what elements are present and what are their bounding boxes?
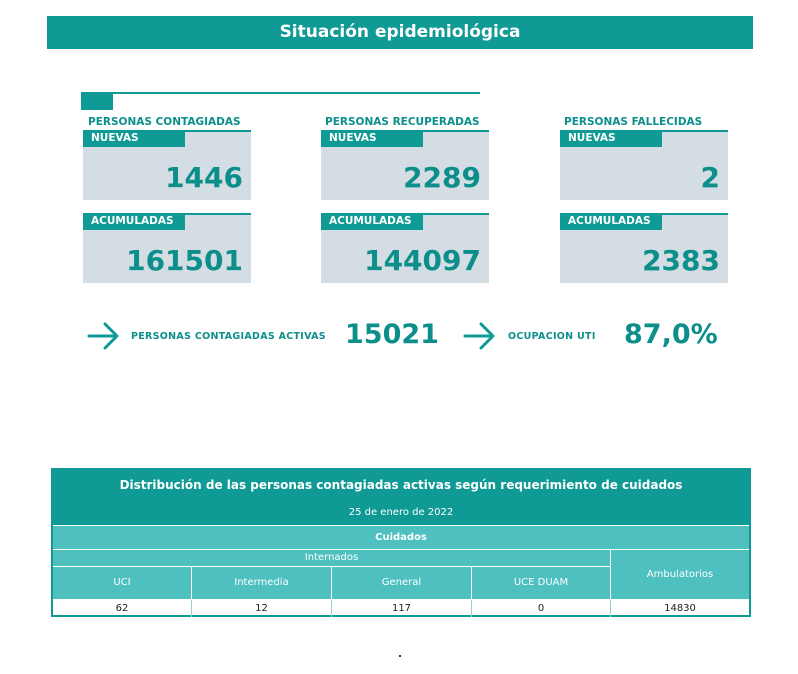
contagiadas-acc-card xyxy=(83,213,251,283)
table-value-uci: 62 xyxy=(53,600,192,617)
table-header-intermedia: Intermedia xyxy=(192,567,331,599)
contagiadas-acc-header: ACUMULADAS xyxy=(83,213,185,230)
recuperadas-new-header: NUEVAS xyxy=(321,130,423,147)
fallecidas-acc-value: 2383 xyxy=(642,244,720,277)
table-value-general: 117 xyxy=(332,600,472,617)
table-value-uce-duam: 0 xyxy=(472,600,611,617)
uti-occupancy-value: 87,0% xyxy=(624,319,718,350)
fallecidas-acc-card xyxy=(560,213,728,283)
table-subgroup-header: Internados xyxy=(53,550,610,566)
table-value-intermedia: 12 xyxy=(192,600,332,617)
active-cases-value: 15021 xyxy=(345,319,439,350)
decorative-dot xyxy=(399,655,401,657)
table-value-ambulatorios: 14830 xyxy=(664,603,696,614)
contagiadas-new-card xyxy=(83,130,251,200)
page-title: Situación epidemiológica xyxy=(47,16,753,49)
uti-occupancy-label: OCUPACION UTI xyxy=(508,331,596,342)
recuperadas-label: PERSONAS RECUPERADAS xyxy=(325,116,480,128)
recuperadas-new-value: 2289 xyxy=(403,161,481,194)
table-group-header: Cuidados xyxy=(53,526,749,549)
table-header-uci: UCI xyxy=(53,567,191,599)
contagiadas-acc-value: 161501 xyxy=(126,244,243,277)
care-distribution-table xyxy=(51,468,751,617)
contagiadas-new-header: NUEVAS xyxy=(83,130,185,147)
recuperadas-acc-card xyxy=(321,213,489,283)
table-date: 25 de enero de 2022 xyxy=(53,501,749,525)
table-header-general: General xyxy=(332,567,471,599)
table-header-ambulatorios: Ambulatorios xyxy=(611,550,749,599)
fallecidas-new-card xyxy=(560,130,728,200)
active-cases-label: PERSONAS CONTAGIADAS ACTIVAS xyxy=(131,331,326,342)
table-title: Distribución de las personas contagiadas activas según requerimiento de cuidados xyxy=(53,470,749,501)
recuperadas-acc-header: ACUMULADAS xyxy=(321,213,423,230)
recuperadas-new-card xyxy=(321,130,489,200)
contagiadas-new-value: 1446 xyxy=(165,161,243,194)
fallecidas-new-header: NUEVAS xyxy=(560,130,662,147)
arrow-right-icon xyxy=(87,322,121,350)
fallecidas-acc-header: ACUMULADAS xyxy=(560,213,662,230)
table-header-uce-duam: UCE DUAM xyxy=(472,567,610,599)
contagiadas-label: PERSONAS CONTAGIADAS xyxy=(88,116,241,128)
recuperadas-acc-value: 144097 xyxy=(364,244,481,277)
fallecidas-label: PERSONAS FALLECIDAS xyxy=(564,116,703,128)
decorative-accent-block xyxy=(81,93,113,110)
arrow-right-icon xyxy=(463,322,497,350)
fallecidas-new-value: 2 xyxy=(700,161,720,194)
decorative-divider xyxy=(81,92,480,94)
